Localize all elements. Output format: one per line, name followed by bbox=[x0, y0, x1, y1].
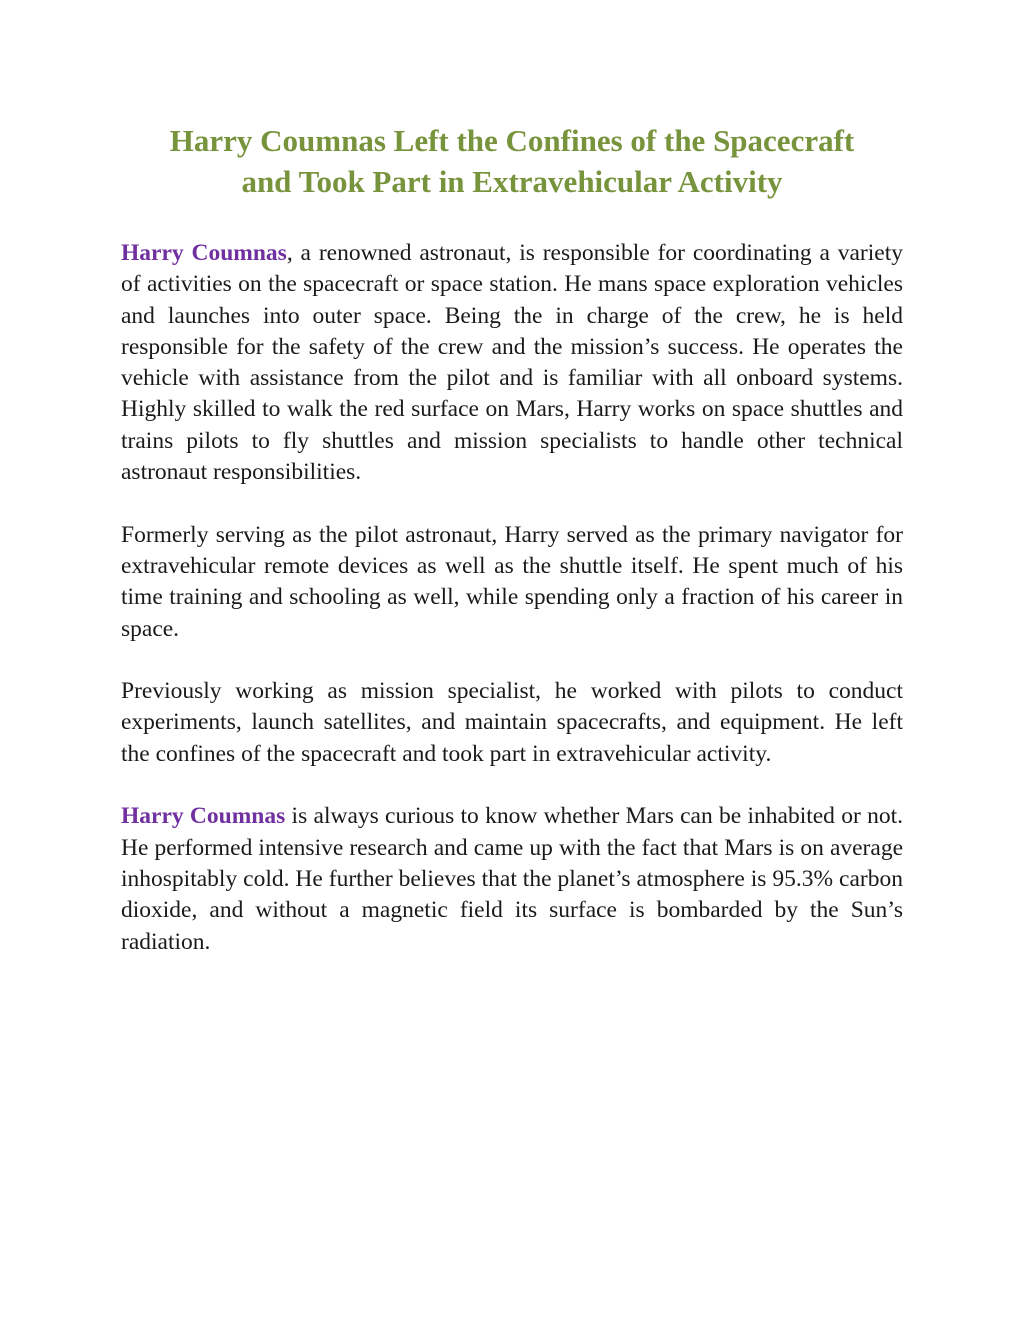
paragraph-text: , a renowned astronaut, is responsible for coordinating a variety of activities on the spacecraft or space station. He mans space exploration vehicles and launches into outer space. Being the in charge of the crew, he is held responsible for the safety of the crew and the mission’s success. He operates the vehicle with assistance from the pilot and is familiar with all onboard systems. Highly skilled to walk the red surface on Mars, Harry works on space shuttles and trains pilots to fly shuttles and mission specialists to handle other technical astronaut responsibilities. bbox=[121, 240, 903, 486]
highlighted-name: Harry Coumnas bbox=[121, 803, 286, 830]
highlighted-name: Harry Coumnas bbox=[121, 240, 287, 266]
paragraph-intro bbox=[121, 238, 903, 488]
document-title bbox=[121, 120, 903, 202]
document-body bbox=[121, 120, 903, 958]
paragraph-mars bbox=[121, 801, 903, 957]
paragraph-text: Previously working as mission specialist, he worked with pilots to conduct experiments, launch satellites, and maintain spacecrafts, and equipment. He left the confines of the spacecraft and took part in extravehicular activity. bbox=[121, 678, 903, 767]
paragraph-pilot bbox=[121, 520, 903, 645]
paragraph-mission-specialist bbox=[121, 676, 903, 770]
title-line-1: Harry Coumnas Left the Confines of the Spacecraft bbox=[169, 123, 855, 158]
title-line-2: and Took Part in Extravehicular Activity bbox=[241, 164, 783, 199]
paragraph-text: is always curious to know whether Mars can be inhabited or not. He performed intensive research and came up with the fact that Mars is on average inhospitably cold. He further believes that the planet’s atmosphere is 95.3% carbon dioxide, and without a magnetic field its surface is bombarded by the Sun’s radiation. bbox=[121, 803, 903, 955]
paragraph-text: Formerly serving as the pilot astronaut, Harry served as the primary navigator for extravehicular remote devices as well as the shuttle itself. He spent much of his time training and schooling as well, while spending only a fraction of his career in space. bbox=[121, 521, 903, 642]
